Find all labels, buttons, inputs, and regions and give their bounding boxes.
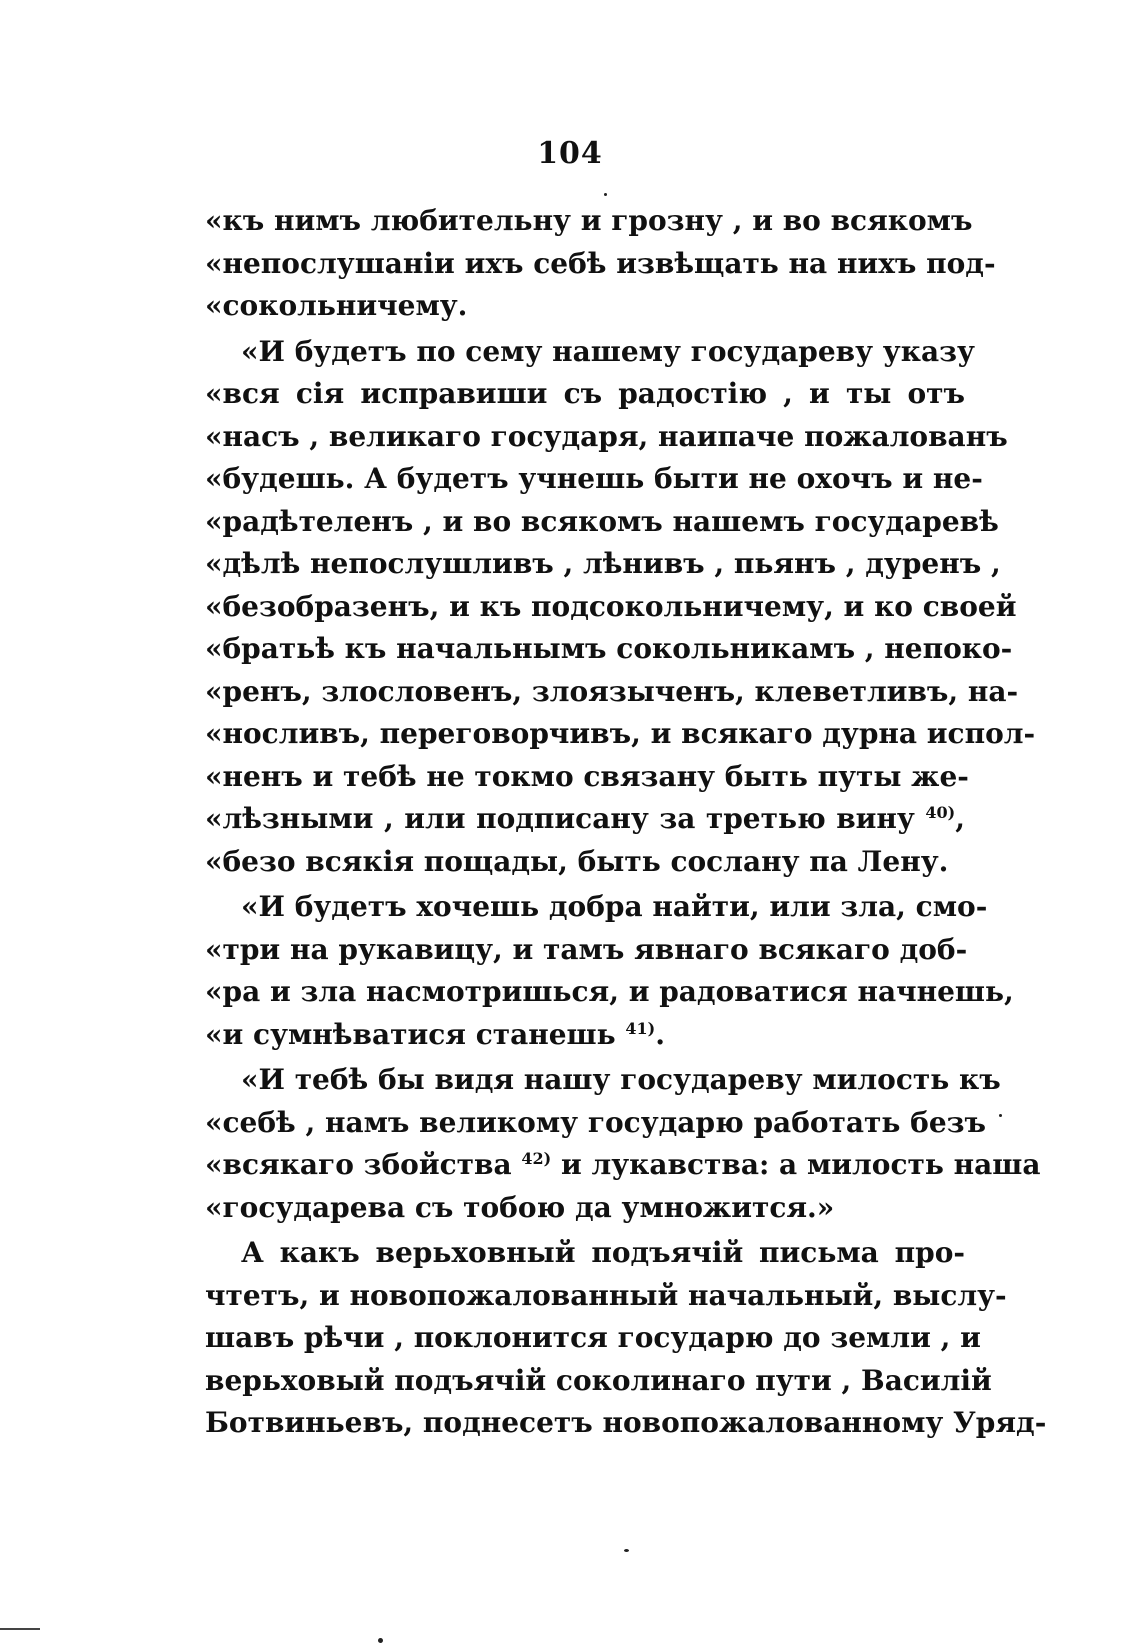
text-line: «ра и зла насмотришься, и радоватися начнешь, [205,975,1014,1008]
body-text [205,200,1047,1445]
text-line: «государева съ тобою да умножится.» [205,1190,835,1224]
scan-speck [378,1638,383,1643]
text-line: «безо всякія пощады, быть сослану па Лену. [205,844,949,878]
text-line: «къ нимъ любительну и грозну , и во всякомъ [205,204,973,237]
paragraph [205,200,996,328]
scan-edge-mark [0,1628,40,1630]
text-line: «непослушаніи ихъ себѣ извѣщать на нихъ под- [205,246,996,280]
text-line: «радѣтеленъ , и во всякомъ нашемъ государевѣ [205,504,999,538]
text-line [205,1014,965,1057]
line-text: «всякаго збойства [205,1148,512,1181]
paragraph [205,1059,1041,1229]
text-line: «братьѣ къ начальнымъ сокольникамъ , непоко- [205,632,1013,665]
text-line: «будешь. А будетъ учнешь быти не охочъ и не- [205,462,983,495]
text-line: чтетъ, и новопожалованный начальный, выслу- [205,1278,1007,1312]
page-number: 104 [537,136,603,171]
line-text: «и сумнѣватися станешь [205,1017,616,1051]
text-line: «И будетъ хочешь добра найти, или зла, смо- [241,890,988,923]
footnote-ref: 42) [521,1149,552,1168]
text-line: «себѣ , намъ великому государю работать безъ [205,1105,986,1139]
text-line: верьховый подъячій соколинаго пути , Василій [205,1363,992,1397]
footnote-ref: 40) [925,803,956,822]
paragraph [205,331,1036,884]
text-line: «насъ , великаго государя, наипаче пожалованъ [205,419,1008,453]
text-line: «сокольничему. [205,289,468,322]
scan-speck [604,193,607,196]
scan-speck [999,1114,1002,1117]
text-line: А какъ верьховный подъячій письма про- [241,1236,965,1269]
text-line: «ненъ и тебѣ не токмо связану быть путы же- [205,759,969,793]
text-line [205,1144,1041,1187]
text-line: «ренъ, злословенъ, злоязыченъ, клеветливъ, на- [205,674,1019,708]
text-line: «И тебѣ бы видя нашу государеву милость къ [241,1063,1001,1096]
text-line: «три на рукавицу, и тамъ явнаго всякаго доб- [205,932,968,966]
text-line [205,798,965,841]
paragraph [205,1232,1047,1445]
line-text: «лѣзными , или подписану за третью вину [205,802,915,835]
scan-speck [624,1549,629,1552]
text-line: «И будетъ по сему нашему государеву указу [241,334,975,368]
text-line: шавъ рѣчи , поклонится государю до земли , и [205,1321,981,1354]
text-line: «вся сія исправиши съ радостію , и ты отъ [205,377,965,410]
line-punct: , [955,802,965,835]
text-line: «носливъ, переговорчивъ, и всякаго дурна испол- [205,717,1036,750]
text-line: «безобразенъ, и къ подсокольничему, и ко своей [205,589,1017,623]
line-punct: и лукавства: а милость наша [551,1148,1041,1181]
line-punct: . [655,1017,665,1051]
text-line: «дѣлѣ непослушливъ , лѣнивъ , пьянъ , дуренъ , [205,547,1001,580]
text-line: Ботвиньевъ, поднесетъ новопожалованному Уряд- [205,1406,1047,1439]
paragraph [205,886,1014,1056]
footnote-ref: 41) [625,1018,656,1038]
